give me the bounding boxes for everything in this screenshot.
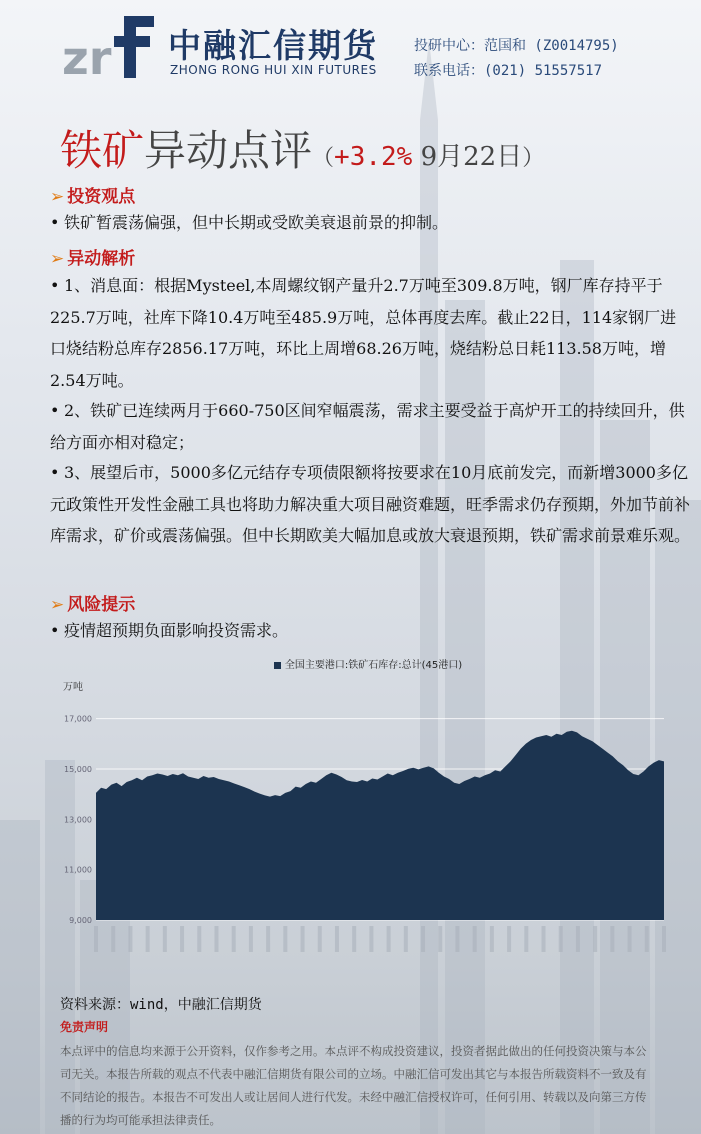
x-tick-mark	[283, 926, 287, 952]
analysis-bullet-3: 3、展望后市，5000多亿元结存专项债限额将按要求在10月底前发完，而新增3000多亿元政策性开发性金融工具也将助力解决重大项目融资难题，旺季需求仍存预期，外加节前补库需求，矿价或震荡偏强。但中长期欧美大幅加息或放大衰退预期，铁矿需求前景难乐观。	[50, 463, 691, 545]
x-tick-mark	[576, 926, 580, 952]
svg-text:zr: zr	[62, 31, 112, 80]
x-tick-mark	[128, 926, 132, 952]
x-tick-mark	[214, 926, 218, 952]
x-tick-mark	[197, 926, 201, 952]
area-series	[96, 731, 664, 920]
x-tick-mark	[455, 926, 459, 952]
arrow-icon: ➢	[50, 187, 65, 207]
contact-analyst: 投研中心：范国和 (Z0014795)	[414, 38, 619, 54]
x-tick-mark	[352, 926, 356, 952]
arrow-icon: ➢	[50, 595, 65, 615]
x-tick-mark	[438, 926, 442, 952]
bullet-icon: •	[50, 621, 60, 640]
x-tick-mark	[404, 926, 408, 952]
analysis-paragraph-1	[50, 270, 690, 396]
header	[0, 0, 701, 100]
contact-phone: 联系电话：(021) 51557517	[414, 63, 603, 79]
risk-paragraph	[50, 615, 690, 647]
data-source: 资料来源：wind，中融汇信期货	[60, 997, 262, 1013]
x-tick-mark	[524, 926, 528, 952]
x-tick-mark	[507, 926, 511, 952]
contact-info	[414, 34, 619, 84]
company-name-en: ZHONG RONG HUI XIN FUTURES	[170, 63, 377, 77]
section-heading-view	[50, 182, 135, 207]
title-change: +3.2%	[334, 142, 413, 172]
y-tick-label: 11,000	[64, 865, 92, 875]
x-tick-mark	[542, 926, 546, 952]
x-tick-mark	[318, 926, 322, 952]
x-tick-mark	[94, 926, 98, 952]
bullet-icon: •	[50, 213, 60, 232]
x-tick-mark	[473, 926, 477, 952]
view-bullet-1: 铁矿暂震荡偏强，但中长期或受欧美衰退前景的抑制。	[64, 213, 449, 232]
company-name-cn: 中融汇信期货	[168, 26, 378, 65]
analysis-paragraph-2	[50, 395, 690, 458]
title-date: 9月22日	[412, 142, 523, 172]
x-tick-mark	[335, 926, 339, 952]
disclaimer-text: 本点评中的信息均来源于公开资料，仅作参考之用。本点评不构成投资建议，投资者据此做出的任何投资决策与本公司无关。本报告所载的观点不代表中融汇信期货有限公司的立场。中融汇信可发出其它与本报告所载资料不一致及有不同结论的报告。本报告不可发出人或让居间人进行代发。未经中融汇信授权许可，任何引用、转载以及向第三方传播的行为均可能承担法律责任。	[60, 1044, 647, 1127]
y-tick-label: 9,000	[69, 916, 92, 925]
x-tick-mark	[645, 926, 649, 952]
section-heading-analysis-label: 异动解析	[67, 249, 136, 269]
analysis-bullet-2: 2、铁矿已连续两月于660-750区间窄幅震荡，需求主要受益于高炉开工的持续回升，供给方面亦相对稳定；	[50, 401, 685, 452]
chart-plot	[58, 648, 678, 978]
x-tick-mark	[301, 926, 305, 952]
disclaimer-title: 免责声明	[60, 1020, 109, 1034]
title-close-paren: ）	[522, 146, 545, 171]
x-tick-mark	[232, 926, 236, 952]
x-tick-mark	[559, 926, 563, 952]
y-tick-label: 15,000	[64, 764, 92, 774]
x-tick-mark	[593, 926, 597, 952]
section-heading-risk	[50, 590, 135, 615]
bullet-icon: •	[50, 463, 60, 482]
x-tick-mark	[180, 926, 184, 952]
x-tick-mark	[146, 926, 150, 952]
report-title	[60, 118, 544, 178]
x-tick-mark	[421, 926, 425, 952]
title-commodity: 铁矿	[60, 126, 145, 175]
x-tick-mark	[490, 926, 494, 952]
y-tick-label: 13,000	[64, 815, 92, 825]
x-tick-mark	[387, 926, 391, 952]
analysis-paragraph-3	[50, 457, 690, 552]
section-heading-analysis	[50, 244, 135, 269]
y-tick-label: 17,000	[64, 714, 92, 724]
x-tick-mark	[628, 926, 632, 952]
x-tick-mark	[163, 926, 167, 952]
risk-bullet-1: 疫情超预期负面影响投资需求。	[64, 621, 289, 640]
inventory-chart	[58, 648, 678, 978]
x-tick-mark	[369, 926, 373, 952]
x-tick-mark	[610, 926, 614, 952]
view-paragraph	[50, 207, 690, 239]
x-tick-mark	[111, 926, 115, 952]
section-heading-view-label: 投资观点	[67, 187, 136, 207]
title-open-paren: （	[312, 146, 335, 171]
title-subject: 异动点评	[144, 126, 313, 175]
x-tick-mark	[266, 926, 270, 952]
arrow-icon: ➢	[50, 249, 65, 269]
analysis-bullet-1: 1、消息面：根据Mysteel,本周螺纹钢产量升2.7万吨至309.8万吨，钢厂库存持平于225.7万吨，社库下降10.4万吨至485.9万吨，总体再度去库。截止22日，114家钢厂进口烧结粉总库存2856.17万吨，环比上周增68.26万吨，烧结粉总日耗113.58万吨，增2.54万吨。	[50, 276, 677, 390]
bullet-icon: •	[50, 401, 60, 420]
x-tick-mark	[662, 926, 666, 952]
legend-label: 全国主要港口:铁矿石库存:总计(45港口)	[284, 660, 463, 671]
bullet-icon: •	[50, 276, 60, 295]
chart-y-unit: 万吨	[63, 682, 83, 693]
company-logo-icon	[62, 12, 158, 80]
section-heading-risk-label: 风险提示	[67, 595, 136, 615]
x-tick-mark	[249, 926, 253, 952]
